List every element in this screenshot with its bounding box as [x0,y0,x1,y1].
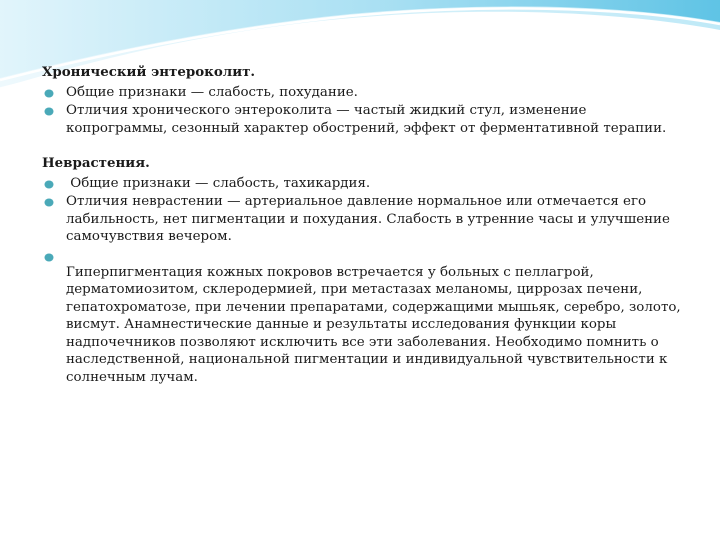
bullet-icon [44,198,54,207]
list-item [42,102,682,137]
list-item-text: Отличия хронического энтероколита — частый жидкий стул, изменение копрограммы, сезонный характер обострений, эффект от ферментативной терапии. [66,103,667,136]
list-item-text: Общие признаки — слабость, похудание. [66,84,358,100]
slide-content [42,64,682,387]
list-item [42,248,682,387]
list-item-text: Общие признаки — слабость, тахикардия. [66,175,371,191]
bullet-list [42,175,682,387]
list-item-text: Гиперпигментация кожных покровов встречается у больных с пеллагрой, дерматомиозитом, склеродермией, при метастазах меланомы, циррозах печени, гепатохроматозе, при лечении препаратами, содержащими мышьяк, серебро, золото, висмут. Анамнестические данные и результаты исследования функции коры надпочечников позволяют исключить все эти заболевания. Необходимо помнить о наследственной, национальной пигментации и индивидуальной чувствительности к солнечным лучам. [66,264,681,385]
section-heading: Неврастения. [42,155,150,171]
section-neurasthenia [42,155,682,386]
bullet-icon [44,107,54,116]
bullet-icon [44,253,54,262]
list-item [42,193,682,246]
list-item [42,84,682,102]
list-item-text: Отличия неврастении — артериальное давление нормальное или отмечается его лабильность, нет пигментации и похудания. Слабость в утренние часы и улучшение самочувствия вечером. [66,194,670,244]
bullet-icon [44,89,54,98]
bullet-list [42,84,682,138]
list-item [42,175,682,193]
section-heading: Хронический энтероколит. [42,64,256,80]
bullet-icon [44,180,54,189]
section-chronic-enterocolitis [42,64,682,137]
